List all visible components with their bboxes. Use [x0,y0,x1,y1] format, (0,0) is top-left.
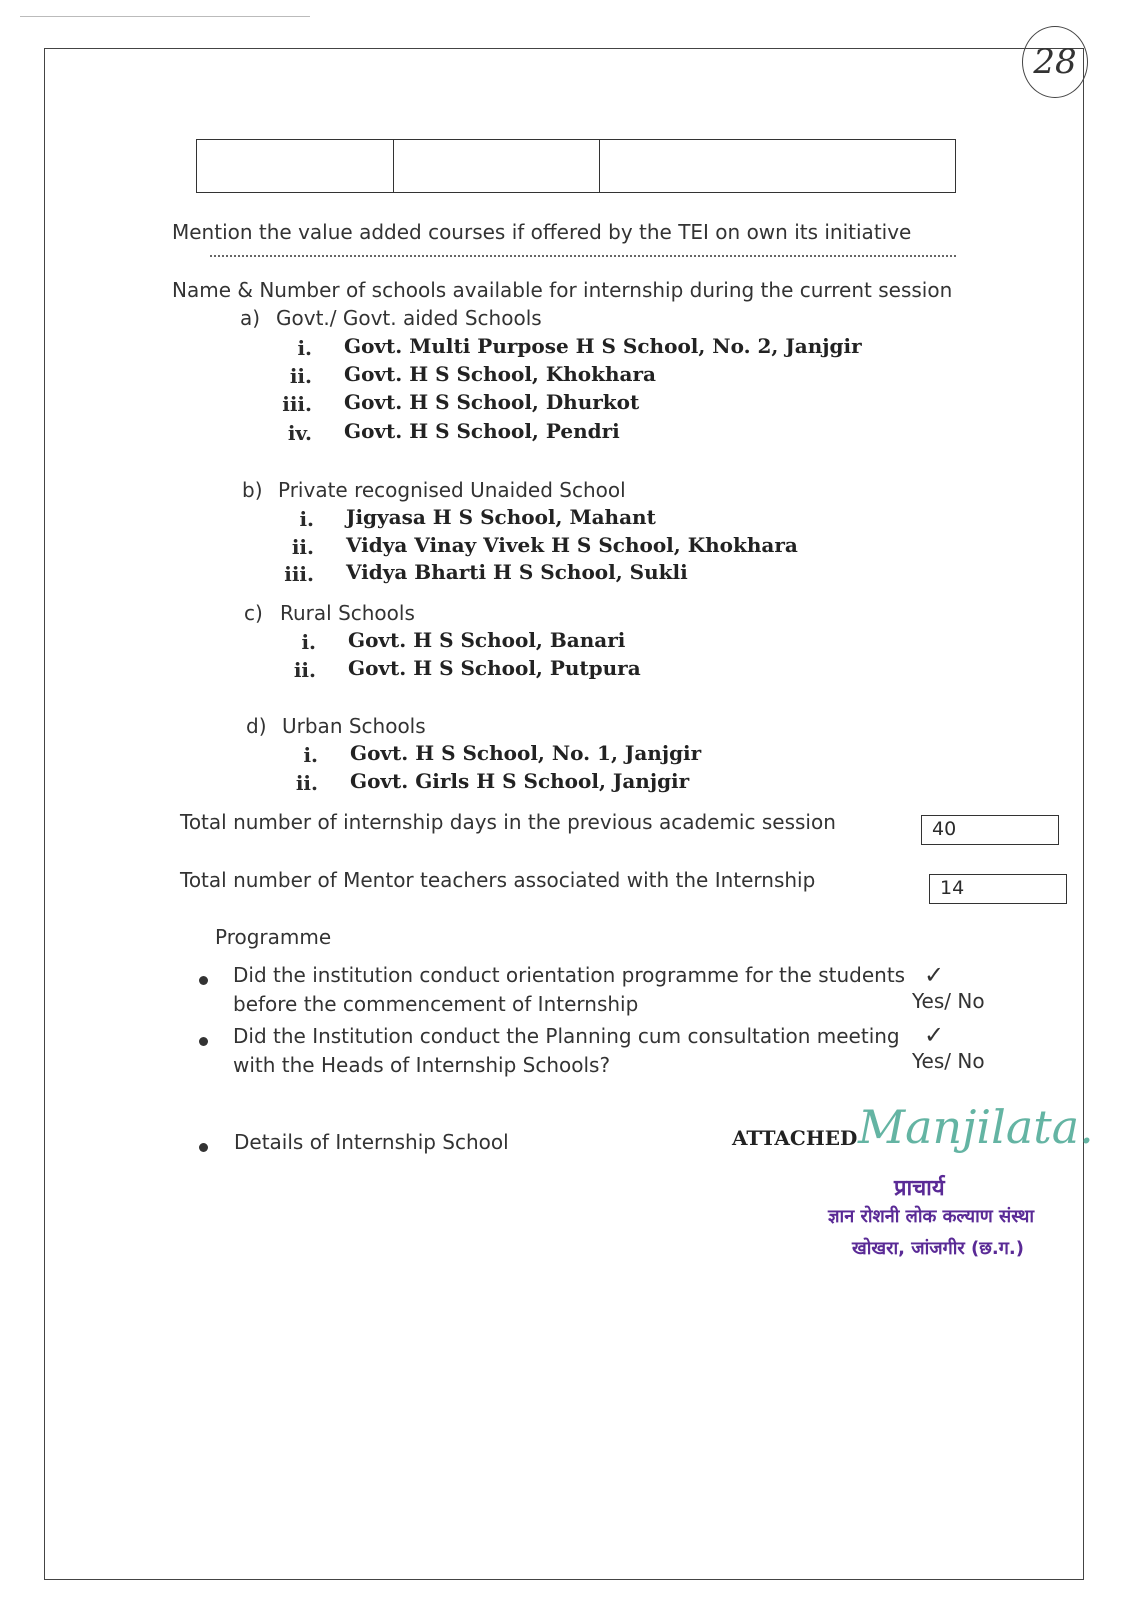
internship-days-field: 40 [921,815,1059,845]
check-mark-icon: ✓ [924,961,945,989]
list-item-number: iv. [287,421,312,445]
bullet [199,976,208,985]
list-item: Jigyasa H S School, Mahant [346,505,656,529]
list-item: Govt. Multi Purpose H S School, No. 2, Janjgir [344,334,862,358]
group-d-title: Urban Schools [282,714,426,738]
programme-heading: Programme [215,925,332,949]
q2-text-line1: Did the Institution conduct the Planning cum consultation meeting [233,1024,900,1048]
handwritten-signature: Manjilata. [858,1100,1094,1154]
group-b-title: Private recognised Unaided School [278,478,626,502]
list-item: Govt. H S School, Khokhara [344,362,656,386]
check-mark-icon: ✓ [924,1021,945,1049]
empty-table-cell-3 [600,140,955,192]
stamp-address: खोखरा, जांजगीर (छ.ग.) [852,1238,1024,1259]
list-item-number: i. [299,507,314,531]
dotted-answer-line [210,255,956,257]
list-item: Govt. H S School, Banari [348,628,626,652]
list-item-number: i. [303,743,318,767]
internship-days-label: Total number of internship days in the previous academic session [180,810,836,834]
group-a-marker: a) [240,306,261,330]
stamp-organization: ज्ञान रोशनी लोक कल्याण संस्था [828,1206,1035,1227]
mentor-teachers-label: Total number of Mentor teachers associated with the Internship [180,868,816,892]
list-item-number: i. [297,336,312,360]
list-item: Govt. Girls H S School, Janjgir [350,769,690,793]
list-item-number: iii. [284,562,314,586]
group-c-marker: c) [244,601,263,625]
empty-table [196,139,956,193]
q2-answer: Yes/ No [912,1049,985,1073]
empty-table-cell-2 [394,140,600,192]
list-item: Vidya Vinay Vivek H S School, Khokhara [346,533,798,557]
q2-text-line2: with the Heads of Internship Schools? [233,1053,611,1077]
group-d-marker: d) [246,714,267,738]
list-item: Govt. H S School, No. 1, Janjgir [350,741,702,765]
list-item-number: ii. [291,535,314,559]
list-item-number: ii. [289,364,312,388]
list-item: Vidya Bharti H S School, Sukli [346,560,688,584]
list-item: Govt. H S School, Putpura [348,656,641,680]
group-c-title: Rural Schools [280,601,415,625]
value-added-prompt: Mention the value added courses if offered by the TEI on own its initiative [172,220,912,244]
bullet [199,1143,208,1152]
stamp-title: प्राचार्य [894,1176,945,1201]
empty-table-cell-1 [197,140,394,192]
list-item-number: iii. [282,392,312,416]
q1-answer: Yes/ No [912,989,985,1013]
list-item-number: ii. [293,658,316,682]
schools-heading: Name & Number of schools available for internship during the current session [172,278,953,302]
page-number: 28 [1022,26,1088,98]
details-label: Details of Internship School [234,1130,509,1154]
bullet [199,1037,208,1046]
group-a-title: Govt./ Govt. aided Schools [276,306,542,330]
list-item-number: i. [301,630,316,654]
q1-text-line1: Did the institution conduct orientation programme for the students [233,963,906,987]
group-b-marker: b) [242,478,263,502]
q1-text-line2: before the commencement of Internship [233,992,639,1016]
list-item: Govt. H S School, Dhurkot [344,390,640,414]
list-item: Govt. H S School, Pendri [344,419,620,443]
scan-top-rule [20,16,310,17]
list-item-number: ii. [295,771,318,795]
mentor-teachers-field: 14 [929,874,1067,904]
details-status: ATTACHED [732,1126,858,1150]
